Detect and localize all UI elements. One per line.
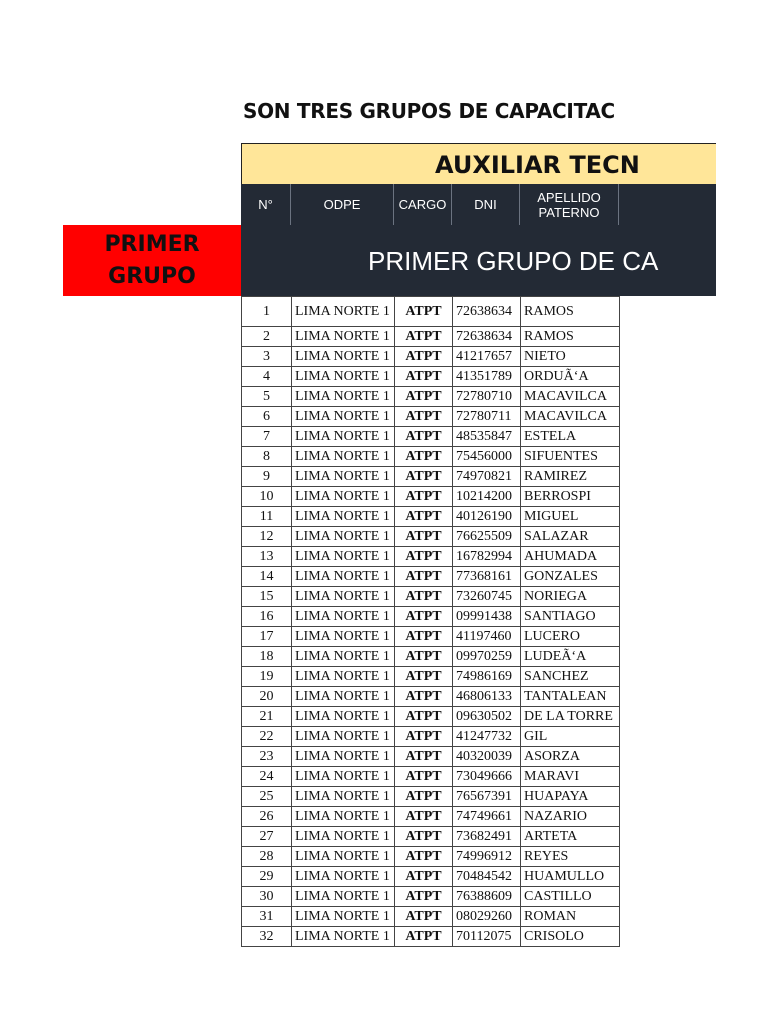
column-header-dni: DNI — [452, 184, 520, 225]
odpe-cell: LIMA NORTE 1 — [292, 647, 395, 667]
dni-cell: 41197460 — [453, 627, 521, 647]
table-row — [242, 567, 620, 587]
row-number: 15 — [242, 587, 292, 607]
apellido-cell: NAZARIO — [521, 807, 620, 827]
dni-cell: 46806133 — [453, 687, 521, 707]
dni-cell: 41217657 — [453, 347, 521, 367]
cargo-cell: ATPT — [395, 627, 453, 647]
table-row — [242, 507, 620, 527]
apellido-cell: CRISOLO — [521, 927, 620, 947]
cargo-cell: ATPT — [395, 327, 453, 347]
table-row — [242, 467, 620, 487]
odpe-cell: LIMA NORTE 1 — [292, 347, 395, 367]
table-row — [242, 747, 620, 767]
row-number: 16 — [242, 607, 292, 627]
apellido-cell: SALAZAR — [521, 527, 620, 547]
column-header-row — [241, 184, 716, 225]
apellido-cell: ORDUÃ‘A — [521, 367, 620, 387]
table-row — [242, 427, 620, 447]
apellido-cell: MACAVILCA — [521, 407, 620, 427]
odpe-cell: LIMA NORTE 1 — [292, 907, 395, 927]
odpe-cell: LIMA NORTE 1 — [292, 297, 395, 327]
dni-cell: 09991438 — [453, 607, 521, 627]
row-number: 6 — [242, 407, 292, 427]
apellido-cell: RAMOS — [521, 297, 620, 327]
cargo-cell: ATPT — [395, 587, 453, 607]
row-number: 27 — [242, 827, 292, 847]
odpe-cell: LIMA NORTE 1 — [292, 507, 395, 527]
apellido-cell: GIL — [521, 727, 620, 747]
table-row — [242, 807, 620, 827]
apellido-cell: CASTILLO — [521, 887, 620, 907]
dni-cell: 41247732 — [453, 727, 521, 747]
odpe-cell: LIMA NORTE 1 — [292, 587, 395, 607]
cargo-cell: ATPT — [395, 347, 453, 367]
apellido-cell: DE LA TORRE — [521, 707, 620, 727]
table-row — [242, 327, 620, 347]
table-row — [242, 297, 620, 327]
cargo-cell: ATPT — [395, 467, 453, 487]
odpe-cell: LIMA NORTE 1 — [292, 707, 395, 727]
cargo-cell: ATPT — [395, 807, 453, 827]
table-row — [242, 607, 620, 627]
dni-cell: 09970259 — [453, 647, 521, 667]
apellido-cell: SIFUENTES — [521, 447, 620, 467]
dni-cell: 76388609 — [453, 887, 521, 907]
cargo-cell: ATPT — [395, 727, 453, 747]
apellido-cell: LUDEÃ‘A — [521, 647, 620, 667]
table-row — [242, 367, 620, 387]
table-row — [242, 547, 620, 567]
odpe-cell: LIMA NORTE 1 — [292, 847, 395, 867]
dni-cell: 73260745 — [453, 587, 521, 607]
cargo-cell: ATPT — [395, 827, 453, 847]
table-row — [242, 387, 620, 407]
apellido-cell: MACAVILCA — [521, 387, 620, 407]
dni-cell: 08029260 — [453, 907, 521, 927]
group-band — [241, 225, 716, 296]
participants-table — [241, 296, 620, 947]
cargo-cell: ATPT — [395, 667, 453, 687]
cargo-cell: ATPT — [395, 447, 453, 467]
dni-cell: 16782994 — [453, 547, 521, 567]
odpe-cell: LIMA NORTE 1 — [292, 787, 395, 807]
row-number: 31 — [242, 907, 292, 927]
apellido-cell: LUCERO — [521, 627, 620, 647]
dni-cell: 72638634 — [453, 327, 521, 347]
cargo-cell: ATPT — [395, 567, 453, 587]
odpe-cell: LIMA NORTE 1 — [292, 327, 395, 347]
odpe-cell: LIMA NORTE 1 — [292, 667, 395, 687]
row-number: 7 — [242, 427, 292, 447]
odpe-cell: LIMA NORTE 1 — [292, 887, 395, 907]
dni-cell: 72780710 — [453, 387, 521, 407]
dni-cell: 73049666 — [453, 767, 521, 787]
table-row — [242, 887, 620, 907]
apellido-cell: ARTETA — [521, 827, 620, 847]
apellido-cell: MIGUEL — [521, 507, 620, 527]
odpe-cell: LIMA NORTE 1 — [292, 767, 395, 787]
table-row — [242, 687, 620, 707]
dni-cell: 72638634 — [453, 297, 521, 327]
table-row — [242, 907, 620, 927]
dni-cell: 72780711 — [453, 407, 521, 427]
dni-cell: 48535847 — [453, 427, 521, 447]
odpe-cell: LIMA NORTE 1 — [292, 687, 395, 707]
table-body — [242, 297, 620, 947]
row-number: 24 — [242, 767, 292, 787]
dni-cell: 75456000 — [453, 447, 521, 467]
apellido-cell: MARAVI — [521, 767, 620, 787]
table-row — [242, 707, 620, 727]
odpe-cell: LIMA NORTE 1 — [292, 407, 395, 427]
row-number: 10 — [242, 487, 292, 507]
table-row — [242, 347, 620, 367]
row-number: 8 — [242, 447, 292, 467]
table-row — [242, 447, 620, 467]
cargo-cell: ATPT — [395, 297, 453, 327]
apellido-cell: RAMIREZ — [521, 467, 620, 487]
apellido-cell: NORIEGA — [521, 587, 620, 607]
dni-cell: 74970821 — [453, 467, 521, 487]
table-row — [242, 587, 620, 607]
apellido-cell: ASORZA — [521, 747, 620, 767]
odpe-cell: LIMA NORTE 1 — [292, 827, 395, 847]
odpe-cell: LIMA NORTE 1 — [292, 747, 395, 767]
document-title: SON TRES GRUPOS DE CAPACITAC — [243, 99, 615, 123]
column-header-n: N° — [241, 184, 291, 225]
row-number: 22 — [242, 727, 292, 747]
table-row — [242, 727, 620, 747]
odpe-cell: LIMA NORTE 1 — [292, 807, 395, 827]
apellido-cell: TANTALEAN — [521, 687, 620, 707]
row-number: 1 — [242, 297, 292, 327]
table-row — [242, 867, 620, 887]
apellido-cell: SANCHEZ — [521, 667, 620, 687]
row-number: 17 — [242, 627, 292, 647]
odpe-cell: LIMA NORTE 1 — [292, 387, 395, 407]
table-row — [242, 767, 620, 787]
apellido-cell: NIETO — [521, 347, 620, 367]
apellido-cell: ESTELA — [521, 427, 620, 447]
group-band-title: PRIMER GRUPO DE CA — [368, 246, 659, 276]
odpe-cell: LIMA NORTE 1 — [292, 547, 395, 567]
row-number: 21 — [242, 707, 292, 727]
row-number: 3 — [242, 347, 292, 367]
dni-cell: 77368161 — [453, 567, 521, 587]
apellido-cell: RAMOS — [521, 327, 620, 347]
cargo-cell: ATPT — [395, 887, 453, 907]
cargo-cell: ATPT — [395, 907, 453, 927]
cargo-cell: ATPT — [395, 607, 453, 627]
row-number: 20 — [242, 687, 292, 707]
dni-cell: 76567391 — [453, 787, 521, 807]
row-number: 4 — [242, 367, 292, 387]
dni-cell: 09630502 — [453, 707, 521, 727]
dni-cell: 76625509 — [453, 527, 521, 547]
cargo-cell: ATPT — [395, 747, 453, 767]
odpe-cell: LIMA NORTE 1 — [292, 727, 395, 747]
dni-cell: 40126190 — [453, 507, 521, 527]
cargo-cell: ATPT — [395, 507, 453, 527]
apellido-cell: AHUMADA — [521, 547, 620, 567]
row-number: 5 — [242, 387, 292, 407]
row-number: 29 — [242, 867, 292, 887]
odpe-cell: LIMA NORTE 1 — [292, 867, 395, 887]
row-number: 26 — [242, 807, 292, 827]
apellido-cell: HUAPAYA — [521, 787, 620, 807]
odpe-cell: LIMA NORTE 1 — [292, 527, 395, 547]
table-row — [242, 647, 620, 667]
dni-cell: 74749661 — [453, 807, 521, 827]
dni-cell: 40320039 — [453, 747, 521, 767]
apellido-cell: REYES — [521, 847, 620, 867]
table-row — [242, 627, 620, 647]
cargo-cell: ATPT — [395, 687, 453, 707]
column-header-apellido: APELLIDO PATERNO — [520, 184, 619, 225]
cargo-cell: ATPT — [395, 387, 453, 407]
apellido-cell: ROMAN — [521, 907, 620, 927]
table-row — [242, 827, 620, 847]
row-number: 12 — [242, 527, 292, 547]
dni-cell: 10214200 — [453, 487, 521, 507]
dni-cell: 41351789 — [453, 367, 521, 387]
odpe-cell: LIMA NORTE 1 — [292, 447, 395, 467]
auxiliar-header-band — [241, 143, 716, 184]
cargo-cell: ATPT — [395, 847, 453, 867]
cargo-cell: ATPT — [395, 787, 453, 807]
table-row — [242, 667, 620, 687]
dni-cell: 74986169 — [453, 667, 521, 687]
row-number: 2 — [242, 327, 292, 347]
cargo-cell: ATPT — [395, 867, 453, 887]
row-number: 23 — [242, 747, 292, 767]
odpe-cell: LIMA NORTE 1 — [292, 607, 395, 627]
column-header-cargo: CARGO — [394, 184, 452, 225]
cargo-cell: ATPT — [395, 427, 453, 447]
apellido-cell: HUAMULLO — [521, 867, 620, 887]
dni-cell: 74996912 — [453, 847, 521, 867]
row-number: 28 — [242, 847, 292, 867]
table-row — [242, 847, 620, 867]
dni-cell: 70484542 — [453, 867, 521, 887]
apellido-cell: SANTIAGO — [521, 607, 620, 627]
row-number: 25 — [242, 787, 292, 807]
odpe-cell: LIMA NORTE 1 — [292, 487, 395, 507]
row-number: 19 — [242, 667, 292, 687]
odpe-cell: LIMA NORTE 1 — [292, 627, 395, 647]
cargo-cell: ATPT — [395, 707, 453, 727]
table-row — [242, 527, 620, 547]
row-number: 9 — [242, 467, 292, 487]
cargo-cell: ATPT — [395, 927, 453, 947]
table-row — [242, 487, 620, 507]
odpe-cell: LIMA NORTE 1 — [292, 427, 395, 447]
row-number: 13 — [242, 547, 292, 567]
cargo-cell: ATPT — [395, 767, 453, 787]
dni-cell: 70112075 — [453, 927, 521, 947]
odpe-cell: LIMA NORTE 1 — [292, 367, 395, 387]
auxiliar-header-text: AUXILIAR TECN — [435, 151, 640, 179]
dni-cell: 73682491 — [453, 827, 521, 847]
column-header-odpe: ODPE — [291, 184, 394, 225]
row-number: 11 — [242, 507, 292, 527]
row-number: 30 — [242, 887, 292, 907]
cargo-cell: ATPT — [395, 367, 453, 387]
cargo-cell: ATPT — [395, 547, 453, 567]
cargo-cell: ATPT — [395, 487, 453, 507]
odpe-cell: LIMA NORTE 1 — [292, 467, 395, 487]
cargo-cell: ATPT — [395, 407, 453, 427]
table-row — [242, 787, 620, 807]
row-number: 14 — [242, 567, 292, 587]
apellido-cell: BERROSPI — [521, 487, 620, 507]
apellido-cell: GONZALES — [521, 567, 620, 587]
odpe-cell: LIMA NORTE 1 — [292, 927, 395, 947]
cargo-cell: ATPT — [395, 647, 453, 667]
table-row — [242, 927, 620, 947]
table-row — [242, 407, 620, 427]
group-label: PRIMER GRUPO — [63, 225, 241, 296]
row-number: 18 — [242, 647, 292, 667]
cargo-cell: ATPT — [395, 527, 453, 547]
odpe-cell: LIMA NORTE 1 — [292, 567, 395, 587]
row-number: 32 — [242, 927, 292, 947]
